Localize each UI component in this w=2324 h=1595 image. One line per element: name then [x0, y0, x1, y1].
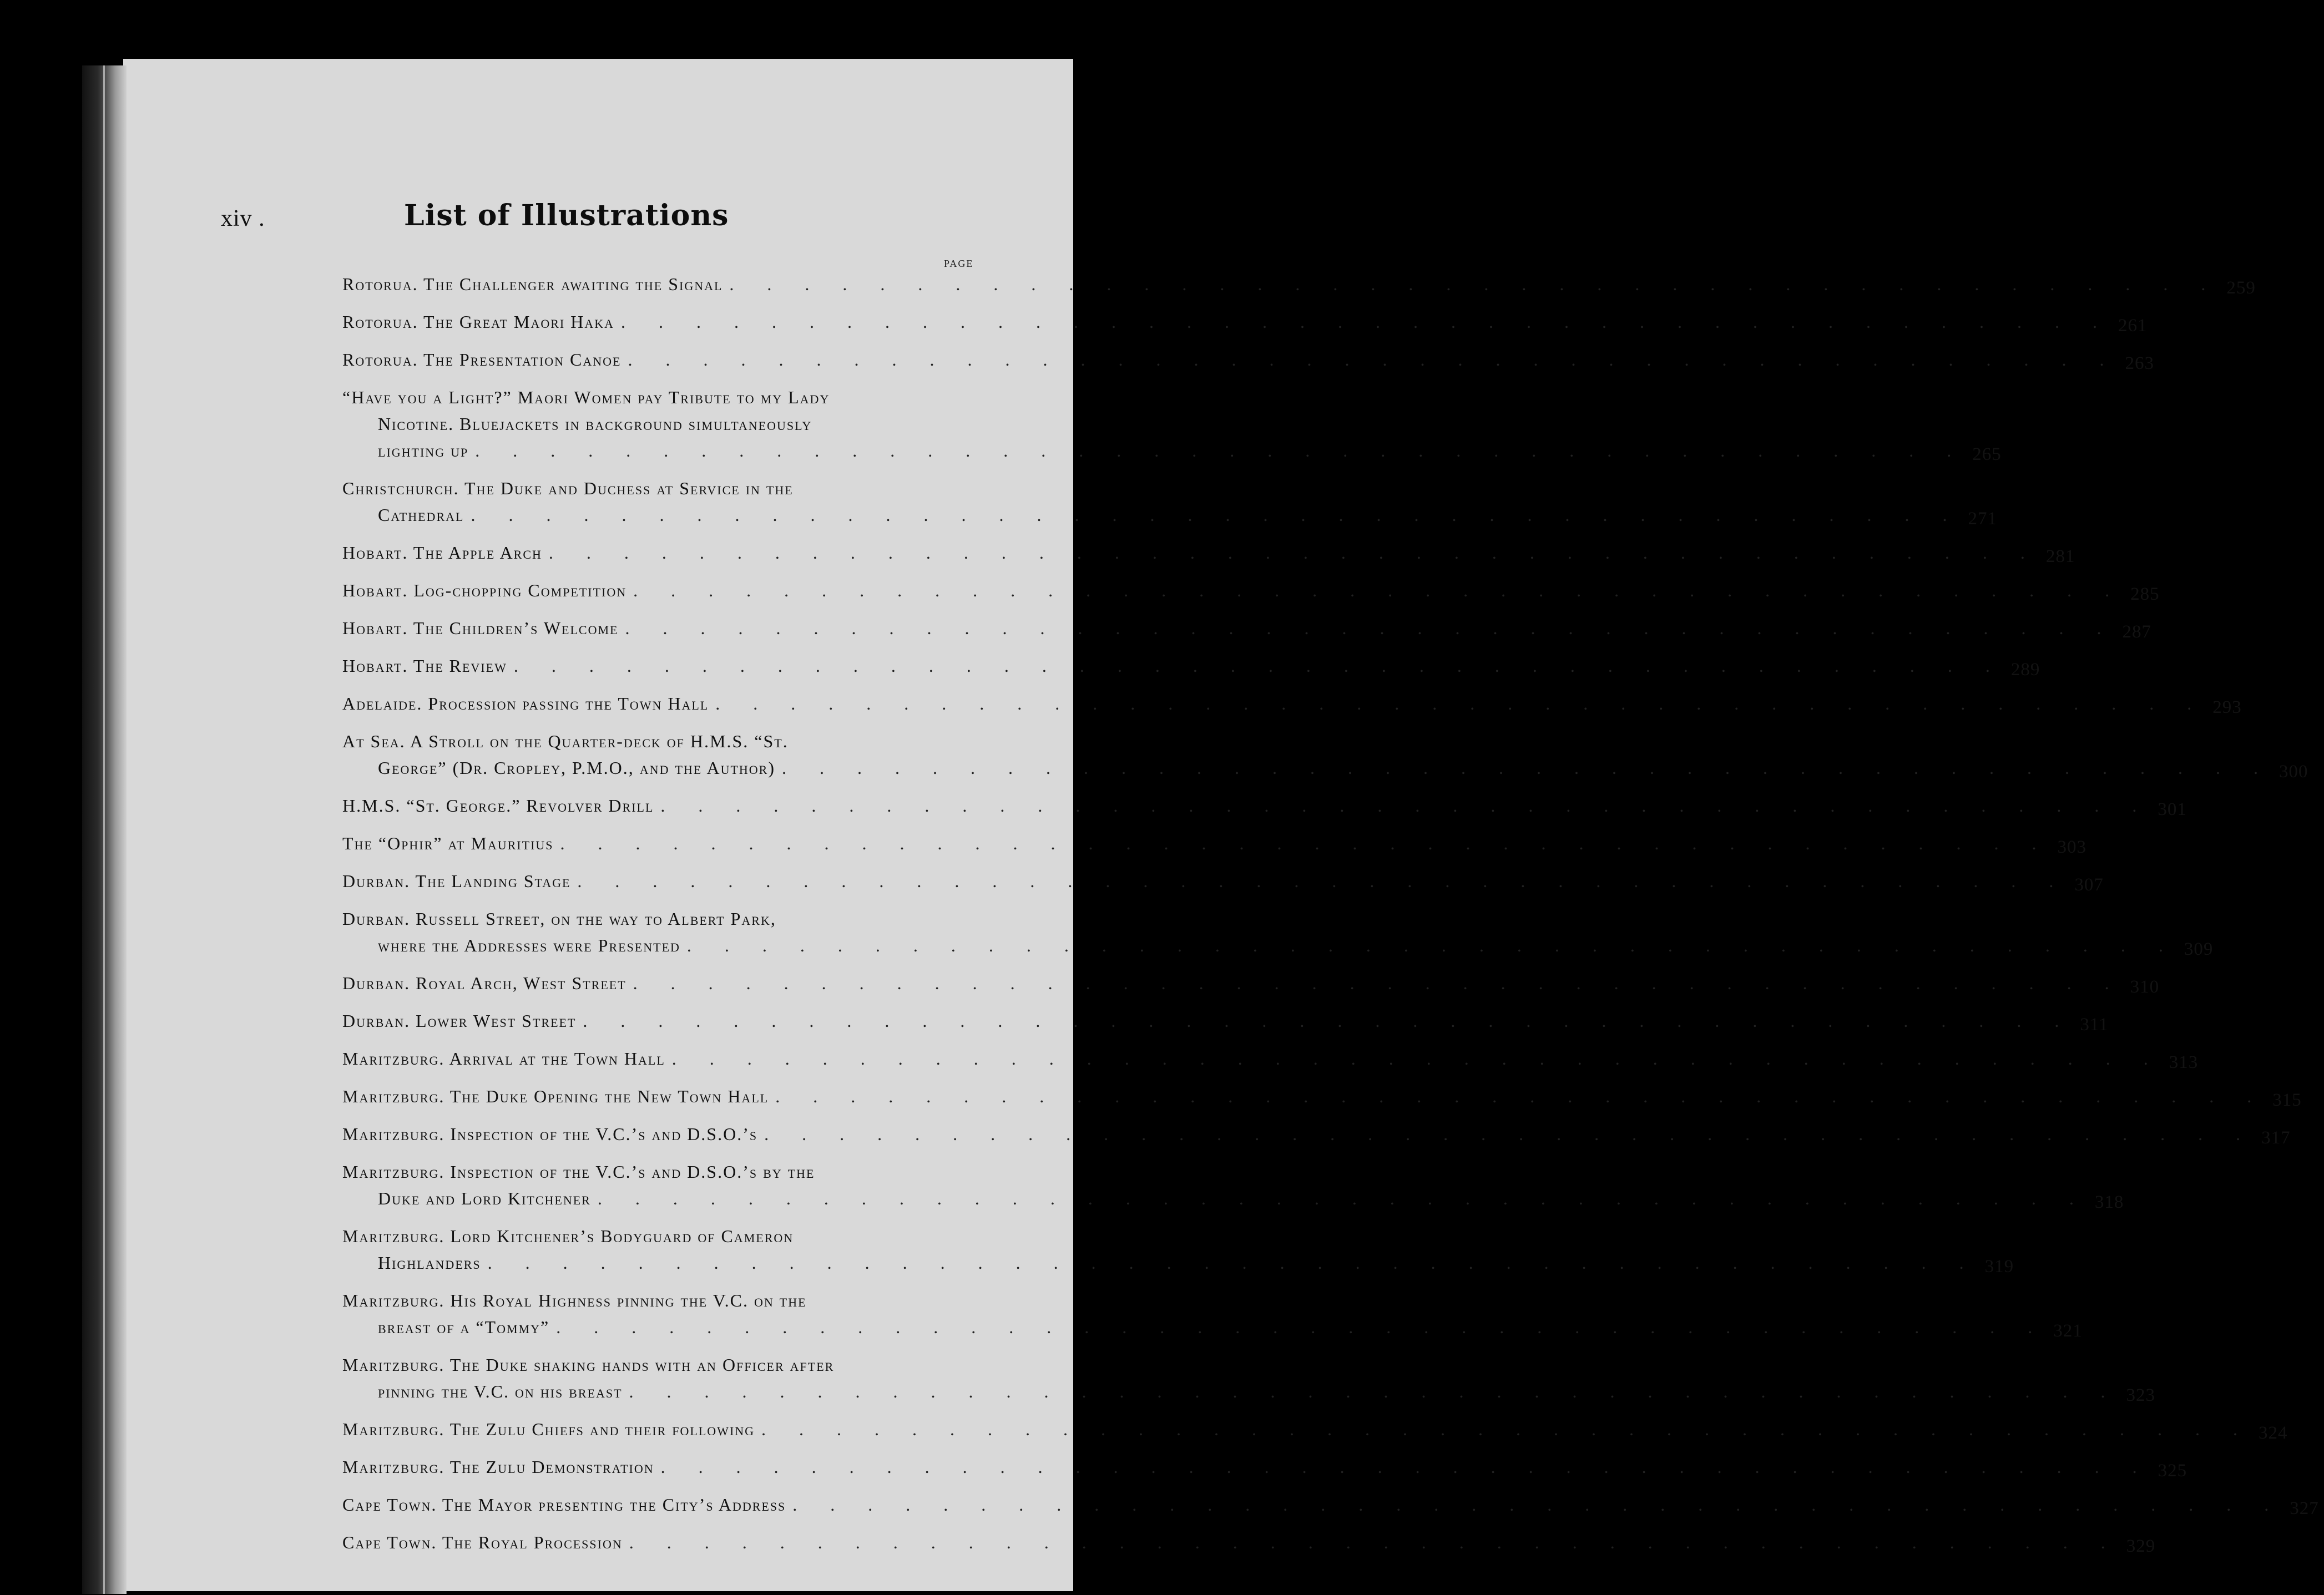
caption-line: Highlanders [378, 1253, 481, 1273]
dot-leader: . . . . . . . . . . . . . . . . . . . . . . . . . . . . . . . . . . . . . . . . [686, 935, 2178, 955]
caption-line: pinning the V.C. on his breast [378, 1381, 623, 1401]
caption-line: Maritzburg. The Zulu Chiefs and their following [342, 1419, 755, 1439]
dot-leader: . . . . . . . . . . . . . . . . . . . . . . . . . . . . . . . . . . . . . . . . [621, 312, 2112, 332]
dot-leader: . . . . . . . . . . . . . . . . . . . . . . . . . . . . . . . . . . . . . . . . [560, 833, 2051, 853]
page-number: 300 [2279, 762, 2308, 782]
caption-line: Hobart. The Review [342, 656, 507, 676]
dot-leader: . . . . . . . . . . . . . . . . . . . . . . . . . . . . . . . . . . . . . . . . [764, 1124, 2255, 1144]
caption-line: Hobart. The Apple Arch [342, 543, 542, 563]
dot-leader: . . . . . . . . . . . . . . . . . . . . . . . . . . . . . . . . . . . . . . . . [487, 1253, 1978, 1273]
list-item [342, 868, 2104, 895]
dot-leader: . . . . . . . . . . . . . . . . . . . . . . . . . . . . . . . . . . . . . . . . [556, 1317, 2047, 1337]
list-item [342, 905, 2214, 959]
list-item [342, 615, 2151, 642]
caption-line: George” (Dr. Cropley, P.M.O., and the Author) [378, 758, 775, 778]
dot-leader: . . . . . . . . . . . . . . . . . . . . . . . . . . . . . . . . . . . . . . . . [775, 1086, 2266, 1106]
list-item [342, 308, 2148, 336]
dot-leader: . . . . . . . . . . . . . . . . . . . . . . . . . . . . . . . . . . . . . . . . [761, 1419, 2252, 1439]
page-header [221, 199, 876, 243]
binding-highlight [103, 65, 105, 1594]
dot-leader: . . . . . . . . . . . . . . . . . . . . . . . . . . . . . . . . . . . . . . . . [782, 758, 2272, 778]
caption-line: Hobart. Log-chopping Competition [342, 580, 627, 600]
list-item [342, 539, 2075, 566]
list-item [342, 970, 2160, 997]
caption-line: Durban. Royal Arch, West Street [342, 973, 627, 993]
caption-line: Rotorua. The Presentation Canoe [342, 350, 622, 369]
list-item [342, 1158, 2124, 1212]
dot-leader: . . . . . . . . . . . . . . . . . . . . . . . . . . . . . . . . . . . . . . . . [625, 618, 2116, 638]
page-number: 261 [2118, 316, 2148, 336]
list-item [342, 1351, 2156, 1405]
dot-leader: . . . . . . . . . . . . . . . . . . . . . . . . . . . . . . . . . . . . . . . . [633, 973, 2124, 993]
caption-line: Nicotine. Bluejackets in background simultaneously [378, 414, 812, 434]
caption-line: Rotorua. The Great Maori Haka [342, 312, 615, 332]
running-page-number: xiv . [221, 206, 265, 231]
caption-line: Durban. Russell Street, on the way to Albert Park, [342, 909, 776, 929]
caption-line: Adelaide. Procession passing the Town Hall [342, 693, 709, 713]
dot-leader: . . . . . . . . . . . . . . . . . . . . . . . . . . . . . . . . . . . . . . . . [792, 1495, 2283, 1515]
illustrations-list [342, 271, 2319, 1567]
caption-line: Durban. Lower West Street [342, 1011, 577, 1031]
caption-line: Christchurch. The Duke and Duchess at Service in the [342, 478, 794, 498]
list-item [342, 792, 2187, 819]
caption-line: Maritzburg. Inspection of the V.C.’s and D.S.O.’s by the [342, 1162, 815, 1182]
dot-leader: . . . . . . . . . . . . . . . . . . . . . . . . . . . . . . . . . . . . . . . . [583, 1011, 2074, 1031]
page-number: 263 [2125, 353, 2154, 373]
caption-line: The “Ophir” at Mauritius [342, 833, 554, 853]
caption-line: lighting up [378, 440, 469, 460]
page-number: 287 [2122, 622, 2151, 642]
page-column-label: PAGE [944, 258, 974, 269]
caption-line: Maritzburg. His Royal Highness pinning the V.C. on the [342, 1290, 807, 1310]
caption-line: Cathedral [378, 505, 464, 525]
dot-leader: . . . . . . . . . . . . . . . . . . . . . . . . . . . . . . . . . . . . . . . . [513, 656, 2004, 676]
page-number: 319 [1984, 1257, 2014, 1277]
page-title: List of Illustrations [404, 199, 729, 232]
list-item [342, 1007, 2109, 1035]
page-number: 309 [2184, 939, 2214, 959]
list-item [342, 577, 2160, 604]
dot-leader: . . . . . . . . . . . . . . . . . . . . . . . . . . . . . . . . . . . . . . . . [628, 350, 2119, 369]
caption-line: where the Addresses were Presented [378, 935, 680, 955]
list-item [342, 346, 2154, 373]
page-number: 307 [2074, 875, 2104, 895]
list-item [342, 1121, 2291, 1148]
caption-line: Durban. The Landing Stage [342, 871, 571, 891]
list-item [342, 1491, 2319, 1518]
caption-line: Hobart. The Children’s Welcome [342, 618, 619, 638]
caption-line: “Have you a Light?” Maori Women pay Tribute to my Lady [342, 387, 830, 407]
page-number: 310 [2130, 977, 2160, 997]
list-item [342, 271, 2256, 298]
page-number: 289 [2010, 660, 2040, 680]
dot-leader: . . . . . . . . . . . . . . . . . . . . . . . . . . . . . . . . . . . . . . . . [729, 274, 2220, 294]
page-number: 303 [2057, 837, 2087, 857]
list-item [342, 1083, 2302, 1110]
list-item [342, 1454, 2187, 1481]
list-item [342, 475, 1997, 529]
page-number: 259 [2226, 278, 2256, 298]
caption-line: Cape Town. The Mayor presenting the City’s Address [342, 1495, 786, 1515]
page-number: 293 [2212, 697, 2242, 717]
page-number: 315 [2272, 1090, 2302, 1110]
page-number: 318 [2094, 1192, 2124, 1212]
list-item [342, 1287, 2083, 1341]
dot-leader: . . . . . . . . . . . . . . . . . . . . . . . . . . . . . . . . . . . . . . . . [597, 1188, 2088, 1208]
dot-leader: . . . . . . . . . . . . . . . . . . . . . . . . . . . . . . . . . . . . . . . . [715, 693, 2206, 713]
caption-line: breast of a “Tommy” [378, 1317, 550, 1337]
caption-line: Cape Town. The Royal Procession [342, 1532, 623, 1552]
list-item [342, 1045, 2199, 1072]
dot-leader: . . . . . . . . . . . . . . . . . . . . . . . . . . . . . . . . . . . . . . . . [548, 543, 2039, 563]
page-number: 317 [2261, 1128, 2291, 1148]
dot-leader: . . . . . . . . . . . . . . . . . . . . . . . . . . . . . . . . . . . . . . . . [577, 871, 2068, 891]
list-item [342, 728, 2308, 782]
list-item [342, 830, 2087, 857]
caption-line: Duke and Lord Kitchener [378, 1188, 591, 1208]
caption-line: Maritzburg. Inspection of the V.C.’s and D.S.O.’s [342, 1124, 758, 1144]
page-number: 324 [2259, 1423, 2288, 1443]
caption-line: H.M.S. “St. George.” Revolver Drill [342, 796, 654, 816]
dot-leader: . . . . . . . . . . . . . . . . . . . . . . . . . . . . . . . . . . . . . . . . [475, 440, 1966, 460]
page-number: 323 [2126, 1385, 2156, 1405]
caption-line: Maritzburg. The Duke Opening the New Town Hall [342, 1086, 769, 1106]
caption-line: At Sea. A Stroll on the Quarter-deck of H.M.S. “St. [342, 731, 789, 751]
page-number: 281 [2045, 546, 2075, 566]
caption-line: Maritzburg. The Zulu Demonstration [342, 1457, 654, 1477]
caption-line: Rotorua. The Challenger awaiting the Signal [342, 274, 723, 294]
list-item [342, 1416, 2288, 1443]
page-number: 301 [2158, 799, 2187, 819]
dot-leader: . . . . . . . . . . . . . . . . . . . . . . . . . . . . . . . . . . . . . . . . [629, 1532, 2120, 1552]
caption-line: Maritzburg. Lord Kitchener’s Bodyguard of Cameron [342, 1226, 794, 1246]
page-number: 329 [2126, 1536, 2156, 1556]
page-number: 285 [2130, 584, 2160, 604]
list-item [342, 652, 2040, 680]
page-number: 265 [1972, 444, 2002, 464]
list-item [342, 1529, 2156, 1556]
dot-leader: . . . . . . . . . . . . . . . . . . . . . . . . . . . . . . . . . . . . . . . . [629, 1381, 2120, 1401]
page-number: 271 [1968, 509, 1997, 529]
caption-line: Maritzburg. Arrival at the Town Hall [342, 1049, 665, 1069]
page-number: 325 [2158, 1461, 2187, 1481]
list-item [342, 1223, 2014, 1277]
dot-leader: . . . . . . . . . . . . . . . . . . . . . . . . . . . . . . . . . . . . . . . . [660, 796, 2151, 816]
page-number: 313 [2169, 1052, 2199, 1072]
page-number: 321 [2053, 1321, 2083, 1341]
dot-leader: . . . . . . . . . . . . . . . . . . . . . . . . . . . . . . . . . . . . . . . . [671, 1049, 2163, 1069]
list-item [342, 690, 2242, 717]
dot-leader: . . . . . . . . . . . . . . . . . . . . . . . . . . . . . . . . . . . . . . . . [633, 580, 2124, 600]
dot-leader: . . . . . . . . . . . . . . . . . . . . . . . . . . . . . . . . . . . . . . . . [471, 505, 1962, 525]
dot-leader: . . . . . . . . . . . . . . . . . . . . . . . . . . . . . . . . . . . . . . . . [660, 1457, 2151, 1477]
caption-line: Maritzburg. The Duke shaking hands with an Officer after [342, 1355, 835, 1375]
page-number: 327 [2290, 1498, 2319, 1518]
list-item [342, 384, 2002, 464]
page-number: 311 [2080, 1015, 2109, 1035]
